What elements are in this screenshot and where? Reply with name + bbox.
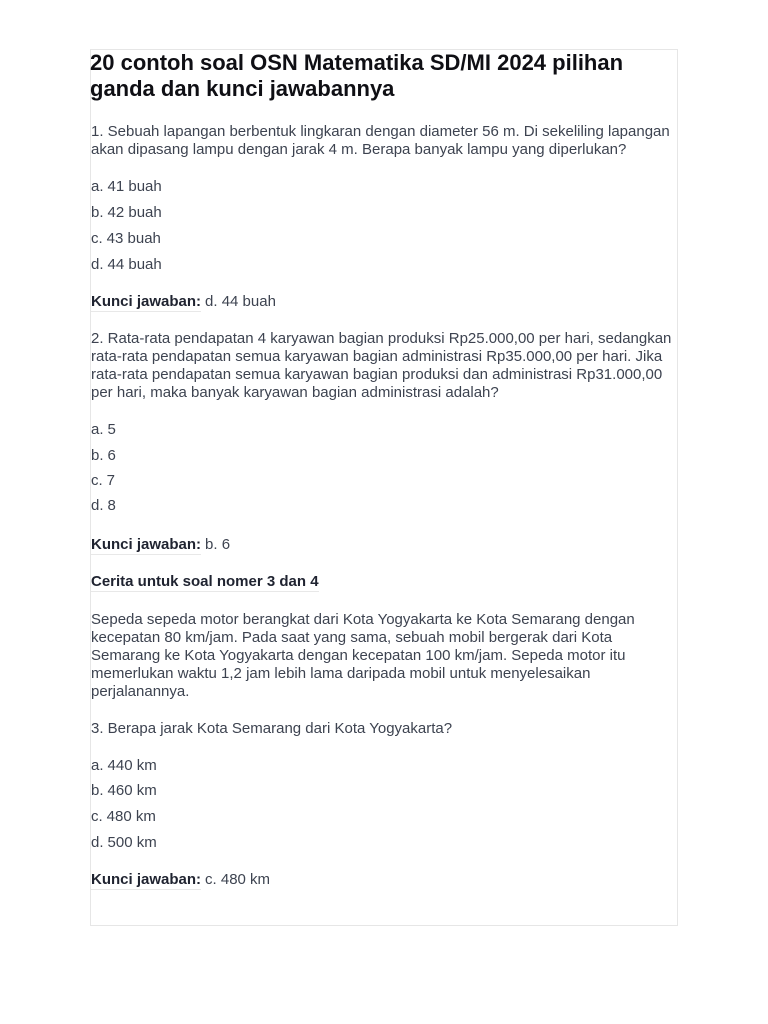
question-3-option-d (91, 834, 157, 852)
option-text: 6 (107, 447, 116, 464)
option-letter: b. (91, 447, 104, 464)
option-letter: a. (91, 178, 104, 195)
question-1-answer-key (91, 293, 276, 312)
question-3-text: 3. Berapa jarak Kota Semarang dari Kota Yogyakarta? (91, 720, 453, 737)
story-heading: Cerita untuk soal nomer 3 dan 4 (91, 573, 319, 590)
option-letter: d. (91, 497, 104, 514)
option-letter: b. (91, 782, 104, 799)
answer-key-value: c. 480 km (205, 871, 271, 888)
question-1-option-b (91, 204, 162, 222)
question-2-text: 2. Rata-rata pendapatan 4 karyawan bagian produksi Rp25.000,00 per hari, sedangkan rata-rata pendapatan semua karyawan bagian administrasi Rp35.000,00 per hari. Jika rata-rata pendapatan semua karyawan bagian produksi dan administrasi Rp31.000,00 per hari, maka banyak karyawan bagian administrasi adalah? (91, 330, 672, 401)
option-text: 8 (107, 497, 116, 514)
option-letter: d. (91, 834, 104, 851)
question-1-text: 1. Sebuah lapangan berbentuk lingkaran dengan diameter 56 m. Di sekeliling lapangan akan dipasang lampu dengan jarak 4 m. Berapa banyak lampu yang diperlukan? (91, 123, 670, 158)
option-text: 7 (106, 472, 116, 489)
option-letter: a. (91, 421, 104, 438)
answer-key-label: Kunci jawaban: (91, 536, 202, 553)
question-1-option-c (91, 230, 161, 248)
answer-key-value: d. 44 buah (205, 293, 276, 310)
question-2-option-b (91, 447, 116, 465)
option-text: 41 buah (107, 178, 162, 195)
answer-key-label: Kunci jawaban: (91, 293, 202, 310)
document-page (90, 49, 678, 926)
question-3-answer-key (91, 871, 270, 890)
option-letter: c. (91, 230, 103, 247)
option-text: 43 buah (106, 230, 161, 247)
story-text: Sepeda sepeda motor berangkat dari Kota Yogyakarta ke Kota Semarang dengan kecepatan 80 km/jam. Pada saat yang sama, sebuah mobil bergerak dari Kota Semarang ke Kota Yogyakarta dengan kecepatan 100 km/jam. Sepeda motor itu memerlukan waktu 1,2 jam lebih lama daripada mobil untuk menyelesaikan perjalanannya. (91, 611, 635, 700)
answer-key-label: Kunci jawaban: (91, 871, 202, 888)
question-1-option-a (91, 178, 162, 196)
question-2-option-a (91, 421, 116, 439)
option-letter: b. (91, 204, 104, 221)
option-text: 42 buah (107, 204, 162, 221)
option-text: 440 km (107, 757, 157, 774)
option-text: 500 km (107, 834, 157, 851)
option-letter: c. (91, 808, 103, 825)
question-2-option-c (91, 472, 115, 490)
question-2-option-d (91, 497, 116, 515)
option-letter: c. (91, 472, 103, 489)
option-text: 480 km (106, 808, 156, 825)
option-text: 5 (107, 421, 116, 438)
question-1-option-d (91, 256, 162, 274)
answer-key-value: b. 6 (205, 536, 231, 553)
page-title: 20 contoh soal OSN Matematika SD/MI 2024 pilihan ganda dan kunci jawabannya (90, 50, 624, 101)
question-3-option-a (91, 757, 157, 775)
option-text: 44 buah (107, 256, 162, 273)
story-heading-wrap (91, 573, 319, 591)
option-text: 460 km (107, 782, 157, 799)
question-3-option-c (91, 808, 156, 826)
question-3-option-b (91, 782, 157, 800)
option-letter: a. (91, 757, 104, 774)
option-letter: d. (91, 256, 104, 273)
question-2-answer-key (91, 536, 230, 555)
